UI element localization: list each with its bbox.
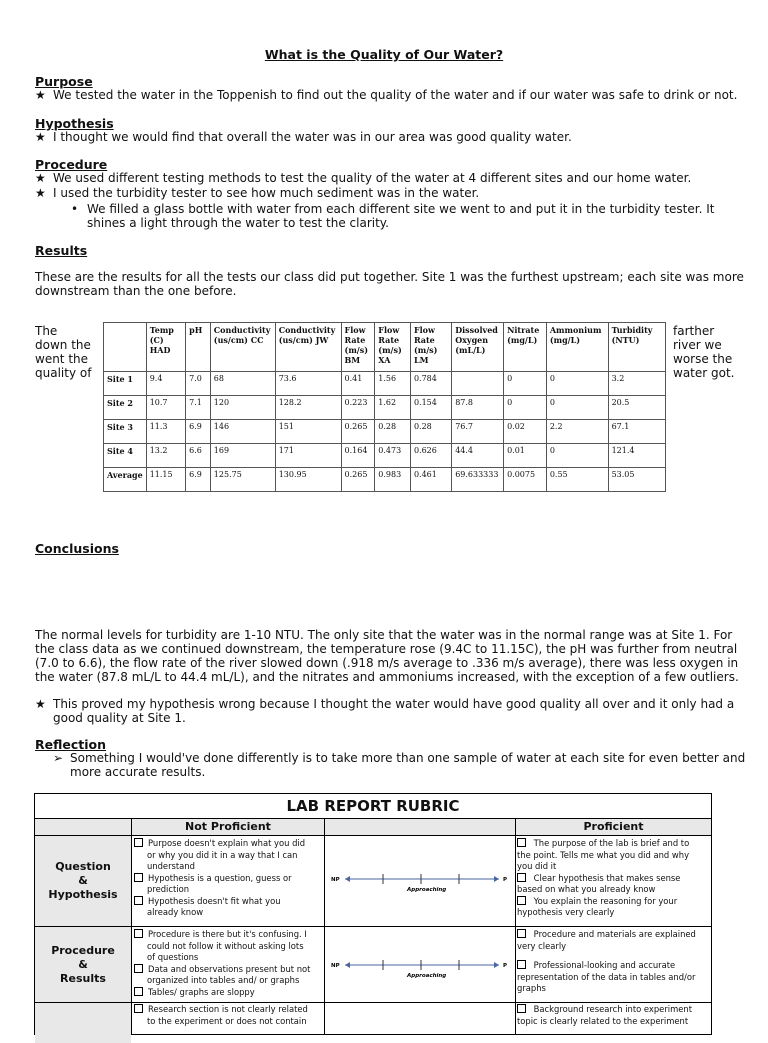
table-header-cell: Conductivity (us/cm) CC: [210, 323, 275, 372]
table-cell: 6.6: [186, 444, 211, 468]
rubric-header-blank: [35, 819, 131, 836]
criterion: Professional-looking and accurate: [517, 960, 709, 972]
table-cell: 11.3: [146, 420, 185, 444]
table-cell: 0: [546, 396, 608, 420]
table-cell: 125.75: [210, 468, 275, 492]
table-header-cell: Ammonium (mg/L): [546, 323, 608, 372]
table-cell: 10.7: [146, 396, 185, 420]
hypothesis-item: [35, 130, 572, 144]
table-cell: 0.02: [504, 420, 547, 444]
procedure-item: [35, 171, 691, 185]
table-cell: 171: [275, 444, 341, 468]
wrap-text-right: [673, 324, 734, 380]
lab-report-rubric: [34, 793, 712, 1035]
star-bullet-icon: ★: [35, 186, 46, 200]
criterion: Data and observations present but not: [134, 964, 322, 976]
paragraph-line: (7.0 to 6.6), the flow rate of the river slowed down (.918 m/s average to .336 m/s average), there was less oxygen in: [35, 656, 739, 670]
conclusion-star-text: This proved my hypothesis wrong because I thought the water would have good quality all over and it only had a: [53, 697, 735, 711]
reflection-item: [53, 751, 745, 765]
rubric-header-proficient: Proficient: [516, 819, 711, 836]
wrap-word: The: [35, 324, 58, 338]
criterion-cont: or why you did it in a way that I can: [147, 849, 298, 860]
wrap-word: worse the: [673, 352, 733, 366]
table-cell: 76.7: [452, 420, 504, 444]
reflection-text: Something I would've done differently is to take more than one sample of water at each site for even better and: [70, 751, 746, 765]
table-header-cell: pH: [186, 323, 211, 372]
criterion: Tables/ graphs are sloppy: [134, 987, 322, 999]
table-cell: 6.9: [186, 420, 211, 444]
hypothesis-text: I thought we would find that overall the water was in our area was good quality water.: [53, 130, 572, 144]
table-cell: 0.626: [410, 444, 451, 468]
checkbox-icon[interactable]: [517, 896, 526, 905]
checkbox-icon[interactable]: [517, 838, 526, 847]
rubric-category-procedure-results: Procedure & Results: [35, 927, 131, 1002]
rubric-not-proficient-cell: [134, 838, 322, 919]
rubric-scale-row2: [331, 958, 509, 980]
results-intro-line: These are the results for all the tests our class did put together. Site 1 was the furthest upstream; each site was more: [35, 270, 744, 284]
table-cell: 44.4: [452, 444, 504, 468]
criterion-cont: based on what you already know: [517, 884, 656, 894]
checkbox-icon[interactable]: [517, 929, 526, 938]
criterion: Hypothesis doesn't fit what you: [134, 896, 322, 908]
criterion-cont: organized into tables and/ or graphs: [147, 975, 300, 985]
table-cell: 9.4: [146, 372, 185, 396]
table-header-cell: Turbidity (NTU): [608, 323, 665, 372]
table-cell: 3.2: [608, 372, 665, 396]
table-header-cell: Flow Rate (m/s) BM: [341, 323, 375, 372]
rubric-category-research: [35, 1003, 131, 1043]
table-header-cell: Nitrate (mg/L): [504, 323, 547, 372]
scale-arrow-right-icon: [494, 876, 499, 882]
table-row-header: Site 2: [104, 396, 147, 420]
procedure-heading: Procedure: [35, 157, 108, 172]
table-cell: 0.983: [375, 468, 411, 492]
rubric-header-not-proficient: Not Proficient: [132, 819, 324, 836]
purpose-heading: Purpose: [35, 74, 93, 89]
criterion: You explain the reasoning for your: [517, 896, 709, 908]
table-cell: 0: [504, 372, 547, 396]
checkbox-icon[interactable]: [134, 838, 143, 847]
conclusions-heading: Conclusions: [35, 541, 119, 556]
procedure-sub-item: [71, 202, 714, 216]
table-cell: 146: [210, 420, 275, 444]
table-cell: 0.223: [341, 396, 375, 420]
table-cell: 0.164: [341, 444, 375, 468]
table-cell: 121.4: [608, 444, 665, 468]
checkbox-icon[interactable]: [134, 929, 143, 938]
rubric-category-question-hypothesis: Question & Hypothesis: [35, 836, 131, 926]
table-cell: 0.28: [410, 420, 451, 444]
table-row: [104, 444, 666, 468]
reflection-text-cont: more accurate results.: [70, 765, 206, 779]
table-cell: 0.265: [341, 420, 375, 444]
criterion-cont: could not follow it without asking lots: [147, 940, 304, 951]
criterion-cont: understand: [147, 861, 195, 871]
scale-p-label: P: [503, 877, 508, 883]
criterion-cont: topic is clearly related to the experiment: [517, 1015, 689, 1026]
scale-np-label: NP: [331, 877, 340, 883]
rubric-proficient-cell: [517, 929, 709, 995]
table-cell: 169: [210, 444, 275, 468]
checkbox-icon[interactable]: [517, 1004, 526, 1013]
table-cell: 0.265: [341, 468, 375, 492]
checkbox-icon[interactable]: [134, 873, 143, 882]
criterion: Research section is not clearly related: [134, 1004, 322, 1016]
paragraph-line: The normal levels for turbidity are 1-10 NTU. The only site that the water was in the normal range was at Site 1. For: [35, 628, 733, 642]
criterion-cont: already know: [147, 907, 204, 917]
criterion: Background research into experiment: [517, 1004, 709, 1016]
table-cell: 0.473: [375, 444, 411, 468]
table-cell: 0: [504, 396, 547, 420]
scale-arrow-right-icon: [494, 962, 499, 968]
criterion-cont: graphs: [517, 983, 546, 993]
table-cell: 1.56: [375, 372, 411, 396]
table-row-header: Site 1: [104, 372, 147, 396]
table-row: [104, 372, 666, 396]
table-cell: 0.461: [410, 468, 451, 492]
scale-np-label: NP: [331, 963, 340, 969]
wrap-text-left: [35, 324, 91, 380]
spacer: [517, 952, 709, 960]
table-cell: 13.2: [146, 444, 185, 468]
checkbox-icon[interactable]: [134, 964, 143, 973]
checkbox-icon[interactable]: [134, 896, 143, 905]
criterion: Clear hypothesis that makes sense: [517, 873, 709, 885]
scale-arrow-left-icon: [345, 962, 350, 968]
checkbox-icon[interactable]: [134, 987, 143, 996]
arrow-bullet-icon: ➢: [53, 751, 64, 765]
table-header-cell: Dissolved Oxygen (mL/L): [452, 323, 504, 372]
scale-p-label: P: [503, 963, 508, 969]
table-cell: 73.6: [275, 372, 341, 396]
wrap-word: quality of: [35, 366, 92, 380]
criterion-cont: of questions: [147, 952, 199, 962]
table-cell: 120: [210, 396, 275, 420]
table-cell: 130.95: [275, 468, 341, 492]
star-bullet-icon: ★: [35, 171, 46, 185]
table-cell: 0.0075: [504, 468, 547, 492]
scale-arrow-left-icon: [345, 876, 350, 882]
table-cell: 68: [210, 372, 275, 396]
table-cell: 53.05: [608, 468, 665, 492]
criterion-cont: the point. Tells me what you did and why: [517, 849, 690, 860]
criterion: Procedure is there but it's confusing. I: [134, 929, 322, 941]
checkbox-icon[interactable]: [517, 960, 526, 969]
criterion-cont: to the experiment or does not contain: [147, 1015, 307, 1026]
procedure-item-text: I used the turbidity tester to see how much sediment was in the water.: [53, 186, 480, 200]
criterion: Hypothesis is a question, guess or: [134, 873, 322, 885]
conclusions-paragraph: [35, 628, 739, 684]
table-cell: 128.2: [275, 396, 341, 420]
table-cell: 20.5: [608, 396, 665, 420]
reflection-heading: Reflection: [35, 737, 107, 752]
table-cell: 7.0: [186, 372, 211, 396]
table-cell: 0.28: [375, 420, 411, 444]
wrap-word: water got.: [673, 366, 735, 380]
table-row-header: Average: [104, 468, 147, 492]
results-heading: Results: [35, 243, 88, 258]
wrap-word: farther: [673, 324, 715, 338]
procedure-sub-text: We filled a glass bottle with water from each different site we went to and put it in the turbidity tester. It: [87, 202, 715, 216]
criterion-cont: hypothesis very clearly: [517, 907, 615, 917]
procedure-item: [35, 186, 479, 200]
wrap-word: down the: [35, 338, 91, 352]
table-cell: 0: [546, 444, 608, 468]
table-cell: 1.62: [375, 396, 411, 420]
criterion-cont: prediction: [147, 884, 190, 894]
results-table: [103, 322, 666, 492]
star-bullet-icon: ★: [35, 88, 46, 102]
table-cell: 0.154: [410, 396, 451, 420]
table-cell: 87.8: [452, 396, 504, 420]
table-header-cell: Temp (C) HAD: [146, 323, 185, 372]
table-row-header: Site 3: [104, 420, 147, 444]
table-row-header: Site 4: [104, 444, 147, 468]
table-cell: 67.1: [608, 420, 665, 444]
table-cell: 0.01: [504, 444, 547, 468]
conclusion-star-item: [35, 697, 734, 711]
criterion: The purpose of the lab is brief and to: [517, 838, 709, 850]
rubric-proficient-cell: [517, 838, 709, 919]
procedure-sub-text-cont: shines a light through the water to test the clarity.: [87, 216, 389, 230]
document-title: What is the Quality of Our Water?: [264, 47, 504, 62]
table-cell: 6.9: [186, 468, 211, 492]
criterion: Purpose doesn't explain what you did: [134, 838, 322, 850]
paragraph-line: the water (87.8 mL/L to 44.4 mL/L), and the nitrates and ammoniums increased, with the exception of a few outliers.: [35, 670, 739, 684]
conclusion-star-text-cont: good quality at Site 1.: [53, 711, 186, 725]
table-cell: [452, 372, 504, 396]
table-header-cell: Flow Rate (m/s) XA: [375, 323, 411, 372]
star-bullet-icon: ★: [35, 697, 46, 711]
table-cell: 69.633333: [452, 468, 504, 492]
table-cell: 2.2: [546, 420, 608, 444]
table-cell: 151: [275, 420, 341, 444]
criterion-cont: you did it: [517, 861, 557, 871]
table-cell: 0.55: [546, 468, 608, 492]
star-bullet-icon: ★: [35, 130, 46, 144]
table-cell: 11.15: [146, 468, 185, 492]
table-row: [104, 420, 666, 444]
checkbox-icon[interactable]: [517, 873, 526, 882]
table-cell: 0: [546, 372, 608, 396]
wrap-word: went the: [35, 352, 89, 366]
results-intro-line: downstream than the one before.: [35, 284, 237, 298]
criterion: Procedure and materials are explained: [517, 929, 709, 941]
criterion-cont: very clearly: [517, 940, 567, 951]
scale-approaching-label: Approaching: [407, 973, 447, 979]
table-header-cell: [104, 323, 147, 372]
table-row: [104, 468, 666, 492]
checkbox-icon[interactable]: [134, 1004, 143, 1013]
paragraph-line: the class data as we continued downstream, the temperature rose (9.4C to 11.15C), the pH was further from neutral: [35, 642, 738, 656]
rubric-not-proficient-cell: [134, 929, 322, 998]
scale-approaching-label: Approaching: [407, 887, 447, 893]
table-cell: 0.41: [341, 372, 375, 396]
purpose-item: [35, 88, 737, 102]
dot-bullet-icon: •: [71, 202, 79, 216]
table-row: [104, 396, 666, 420]
table-cell: 7.1: [186, 396, 211, 420]
table-header-cell: Conductivity (us/cm) JW: [275, 323, 341, 372]
table-cell: 0.784: [410, 372, 451, 396]
rubric-title: LAB REPORT RUBRIC: [35, 794, 711, 819]
criterion-cont: representation of the data in tables and/or: [517, 971, 696, 982]
hypothesis-heading: Hypothesis: [35, 116, 114, 131]
rubric-scale-row1: [331, 872, 509, 894]
table-header-row: [104, 323, 666, 372]
purpose-text: We tested the water in the Toppenish to find out the quality of the water and if our water was safe to drink or not.: [53, 88, 738, 102]
procedure-item-text: We used different testing methods to test the quality of the water at 4 different sites and our home water.: [53, 171, 692, 185]
table-header-cell: Flow Rate (m/s) LM: [410, 323, 451, 372]
rubric-header-middle: [325, 819, 515, 836]
wrap-word: river we: [673, 338, 722, 352]
